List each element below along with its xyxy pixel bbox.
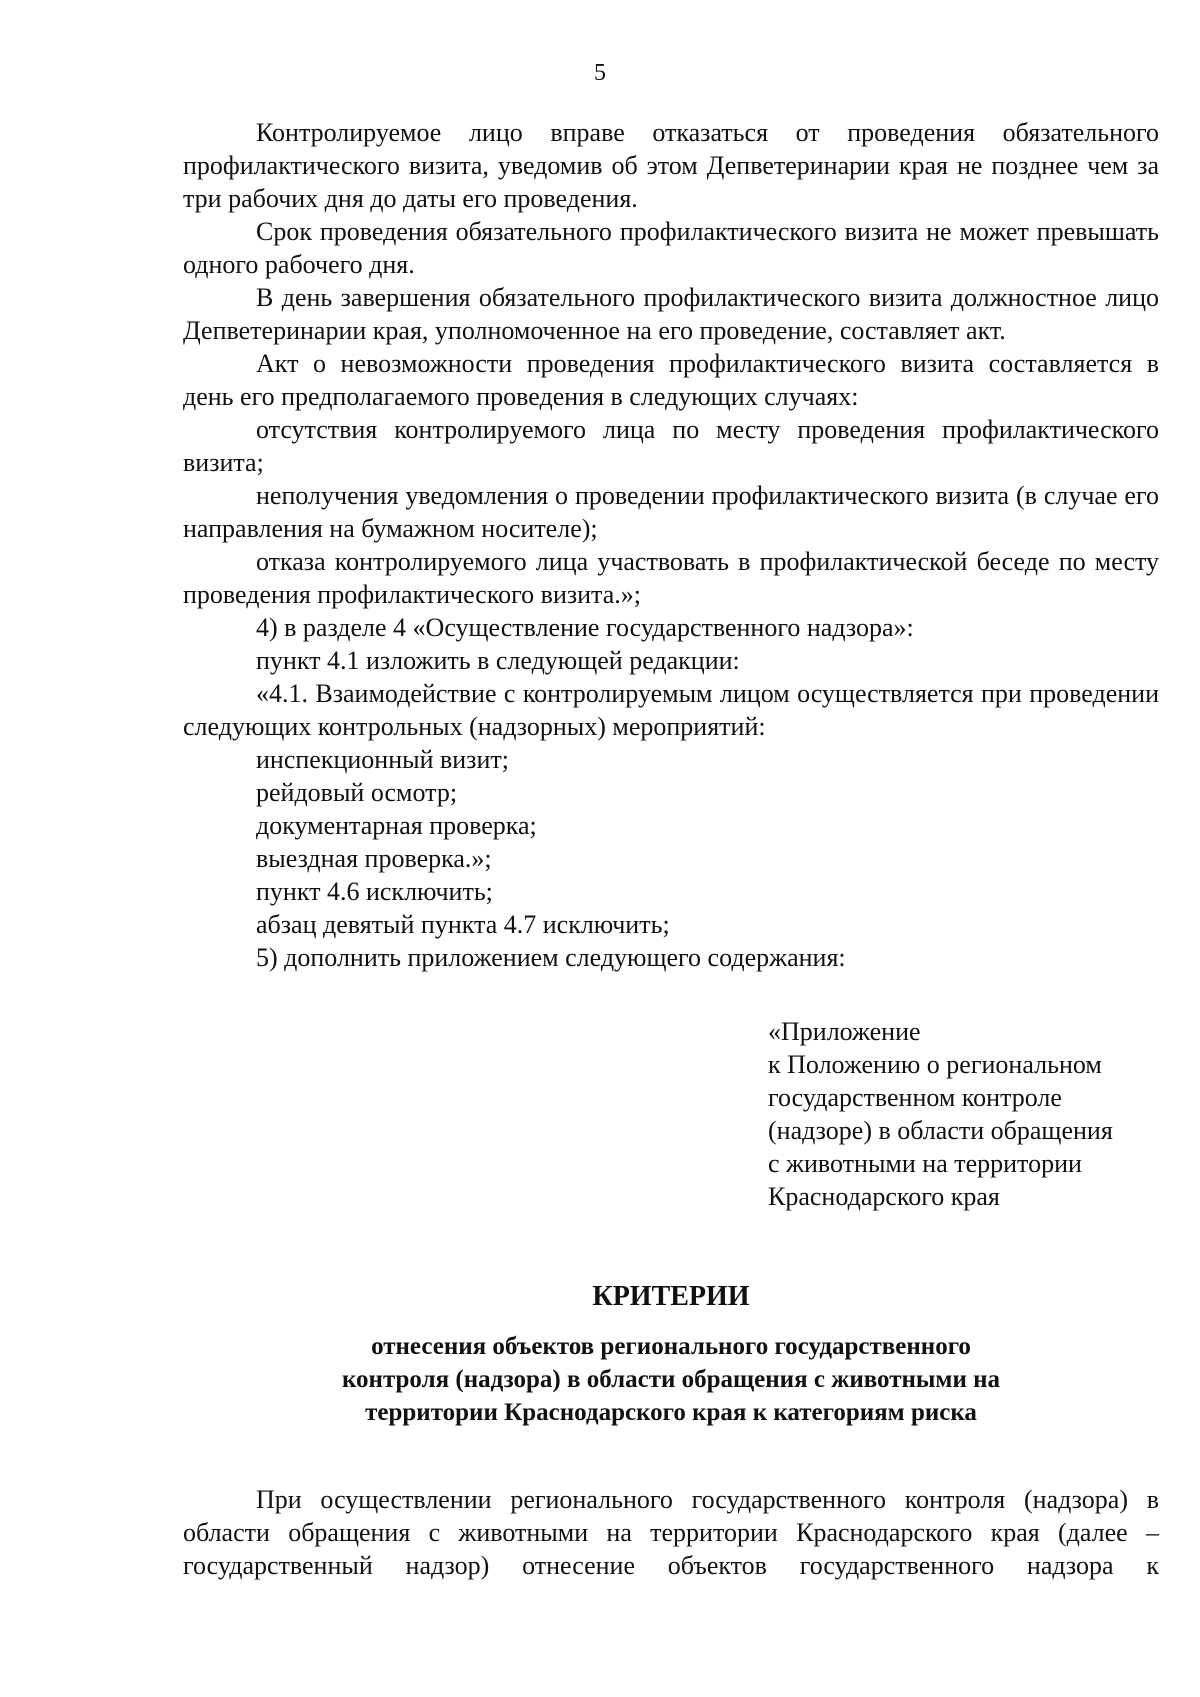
line-section-4: 4) в разделе 4 «Осуществление государственного надзора»:	[256, 613, 914, 642]
criteria-text	[183, 1483, 1159, 1582]
paragraph-refusal-talk: отказа контролируемого лица участвовать в профилактической беседе по месту проведения профилактического визита.»;	[183, 547, 1159, 609]
line-add-appendix: 5) дополнить приложением следующего содержания:	[256, 943, 846, 972]
line-item-4-7: абзац девятый пункта 4.7 исключить;	[256, 910, 670, 939]
line-field-check: выездная проверка.»;	[256, 844, 492, 873]
paragraph-item-4-1-text: «4.1. Взаимодействие с контролируемым лицом осуществляется при проведении следующих контрольных (надзорных) мероприятий:	[183, 679, 1159, 741]
paragraph-absence: отсутствия контролируемого лица по месту проведения профилактического визита;	[183, 415, 1159, 477]
paragraph-criteria-intro: При осуществлении регионального государственного контроля (надзора) в области обращения с животными на территории Краснодарского края (далее – государственный надзор) отнесение объектов государственного надзора к	[183, 1485, 1159, 1580]
paragraph-refuse-visit: Контролируемое лицо вправе отказаться от проведения обязательного профилактического визита, уведомив об этом Депветеринарии края не позднее чем за три рабочих дня до даты его проведения.	[183, 118, 1159, 213]
appendix-line: с животными на территории	[768, 1149, 1082, 1178]
criteria-heading	[183, 1278, 1159, 1429]
paragraph-impossibility-act: Акт о невозможности проведения профилактического визита составляется в день его предполагаемого проведения в следующих случаях:	[183, 349, 1159, 411]
appendix-line: государственном контроле	[768, 1083, 1062, 1112]
line-inspection-visit: инспекционный визит;	[256, 745, 509, 774]
heading-title: КРИТЕРИИ	[592, 1281, 750, 1312]
paragraph-no-notice: неполучения уведомления о проведении профилактического визита (в случае его направления на бумажном носителе);	[183, 481, 1159, 543]
page-number: 5	[594, 60, 606, 86]
line-item-4-1: пункт 4.1 изложить в следующей редакции:	[256, 646, 740, 675]
heading-subtitle-line: контроля (надзора) в области обращения с животными на	[341, 1366, 1001, 1393]
heading-subtitle-line: отнесения объектов регионального государственного	[371, 1333, 971, 1360]
appendix-line: (надзоре) в области обращения	[768, 1116, 1113, 1145]
body-text	[183, 116, 1159, 974]
appendix-line: Краснодарского края	[768, 1182, 1000, 1211]
line-document-check: документарная проверка;	[256, 811, 537, 840]
appendix-line: «Приложение	[768, 1017, 921, 1046]
appendix-line: к Положению о региональном	[768, 1050, 1102, 1079]
paragraph-act: В день завершения обязательного профилактического визита должностное лицо Депветеринарии края, уполномоченное на его проведение, составляет акт.	[183, 283, 1159, 345]
heading-subtitle-line: территории Краснодарского края к категориям риска	[365, 1399, 977, 1426]
paragraph-visit-duration: Срок проведения обязательного профилактического визита не может превышать одного рабочего дня.	[183, 217, 1159, 279]
line-raid-inspection: рейдовый осмотр;	[256, 778, 458, 807]
line-item-4-6: пункт 4.6 исключить;	[256, 877, 493, 906]
appendix-caption	[768, 1015, 1168, 1213]
